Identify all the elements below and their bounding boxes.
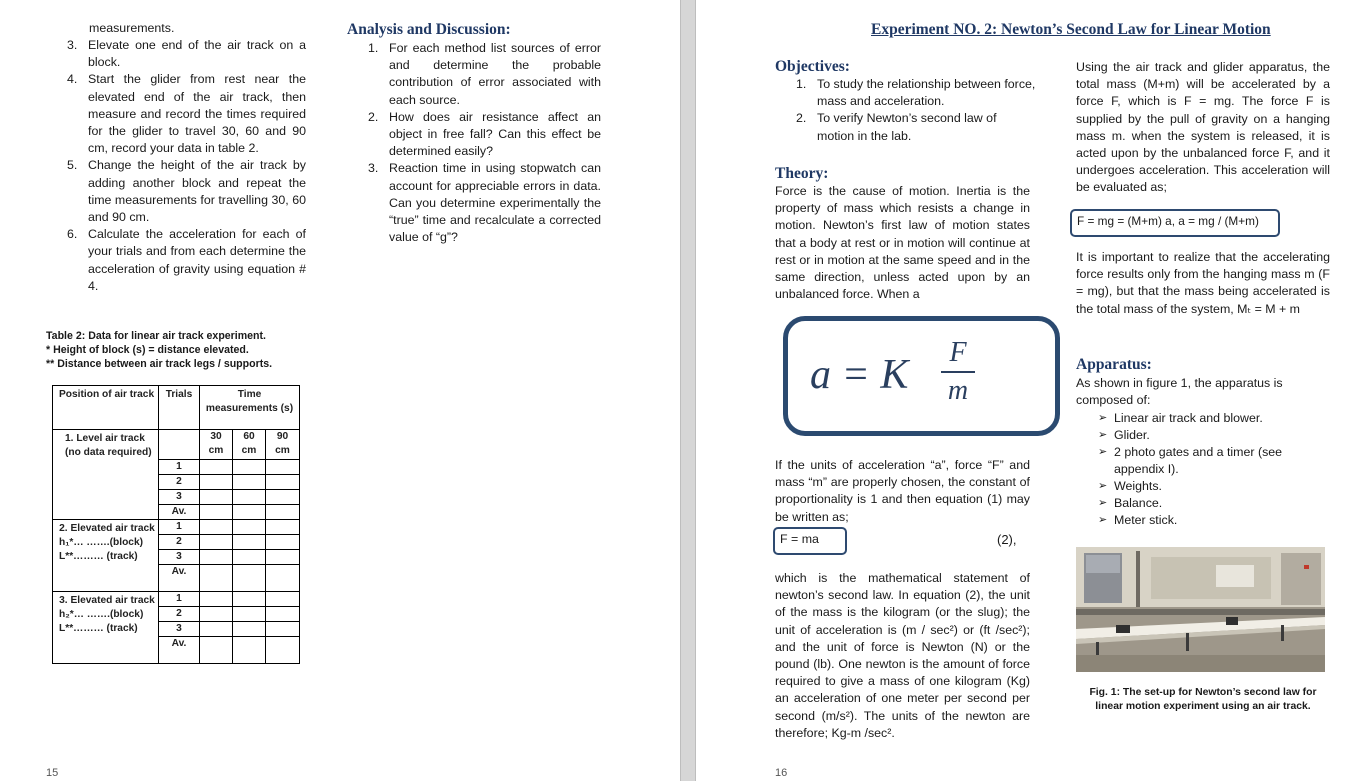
apparatus-item: ➢ Balance. — [1094, 495, 1312, 512]
table-caption-title: Table 2: Data for linear air track experiment. — [46, 330, 267, 342]
objectives-list — [796, 76, 1036, 145]
equation-acceleration: F = mg = (M+m) a, a = mg / (M+m) — [1070, 209, 1280, 237]
experiment-title: Experiment NO. 2: Newton’s Second Law for Linear Motion — [871, 21, 1271, 38]
equation-denominator: m — [947, 375, 969, 406]
apparatus-photo — [1076, 547, 1325, 672]
trial-number: 1 — [159, 592, 200, 607]
group-elevated-1-label: 2. Elevated air track h₁*… …….(block) L**……… (track) — [53, 520, 159, 592]
equation-fraction — [938, 337, 978, 407]
procedure-step: 6. Calculate the acceleration for each of your trials and from each determine the acceleration of gravity using equation # 4. — [67, 227, 306, 293]
group-level-label: 1. Level air track (no data required) — [53, 430, 159, 520]
table-cell — [159, 430, 200, 460]
page-gutter — [680, 0, 696, 781]
trial-number: 3 — [159, 622, 200, 637]
procedure-step: 5. Change the height of the air track by adding another block and repeat the time measurements for travelling 30, 60 and 90 cm. — [67, 158, 306, 225]
procedure-steps — [67, 37, 306, 295]
block-height-field: h₂*… …….(block) — [59, 609, 144, 620]
equation-fma: F = ma — [773, 527, 847, 555]
trial-number: 1 — [159, 460, 200, 475]
air-track-lab-photo — [1076, 547, 1325, 672]
analysis-list — [368, 40, 601, 246]
theory-paragraph-1: Force is the cause of motion. Inertia is the property of mass which resists a change in motion. Newton’s first law of motion states that a body at rest or in motion will continue at rest or in motion at the same speed and in the same direction, unless acted upon by an unbalanced force. When a — [775, 184, 1030, 302]
apparatus-list — [1094, 410, 1312, 529]
equation-lhs: a = K — [810, 352, 909, 398]
track-length-field: L**……… (track) — [59, 623, 138, 634]
equation-numerator: F — [949, 337, 967, 368]
group-elevated-2-label: 3. Elevated air track h₂*… …….(block) L**……… (track) — [53, 592, 159, 664]
apparatus-item: ➢ Meter stick. — [1094, 512, 1312, 529]
trial-number: 3 — [159, 490, 200, 505]
header-position: Position of air track — [53, 386, 159, 430]
page-number: 15 — [46, 767, 59, 779]
apparatus-item: ➢ 2 photo gates and a timer (see appendix I). — [1094, 444, 1312, 478]
trial-number: 3 — [159, 550, 200, 565]
table-caption-note: * Height of block (s) = distance elevated. — [46, 344, 249, 356]
header-time: Time measurements (s) — [200, 386, 300, 430]
objective-item: 2. To verify Newton’s second law of motion in the lab. — [796, 111, 997, 143]
trial-number: 2 — [159, 475, 200, 490]
trial-average: Av. — [159, 565, 200, 592]
procedure-step: 4. Start the glider from rest near the elevated end of the air track, then measure and record the times required for the glider to travel 30, 60 and 90 cm, record your data in table 2. — [67, 72, 306, 156]
column2-paragraph-2: It is important to realize that the accelerating force results only from the hanging mass m (F = mg), but that the mass being accelerated is the total mass of the system, Mₜ = M + m — [1076, 250, 1330, 316]
table-caption — [46, 329, 272, 371]
objective-item: 1. To study the relationship between force, mass and acceleration. — [796, 77, 1036, 109]
apparatus-item: ➢ Glider. — [1094, 427, 1312, 444]
column2-paragraph-1: Using the air track and glider apparatus, the total mass (M+m) will be accelerated by a force F, which is F = mg. The force F is supplied by the pull of gravity on a hanging mass m. when the system is released, it is acted upon by the unbalanced force F, and it undergoes acceleration. This acceleration will be evaluated as; — [1076, 60, 1330, 195]
trial-average: Av. — [159, 637, 200, 664]
analysis-heading: Analysis and Discussion: — [347, 21, 511, 38]
distance-header: 90 cm — [266, 430, 300, 460]
distance-header: 30 cm — [200, 430, 233, 460]
equation-number: (2), — [997, 532, 1017, 547]
left-page — [0, 0, 680, 781]
figure-caption: Fig. 1: The set-up for Newton’s second law for linear motion experiment using an air track. — [1089, 687, 1317, 712]
analysis-item: 2. How does air resistance affect an object in free fall? Can this effect be determined easily? — [368, 109, 601, 159]
trial-number: 2 — [159, 607, 200, 622]
page-number: 16 — [775, 767, 788, 779]
theory-paragraph-2: If the units of acceleration “a”, force “F” and mass “m” are properly chosen, the constant of proportionality is 1 and then equation (1) may be written as; — [775, 458, 1030, 524]
apparatus-item: ➢ Weights. — [1094, 478, 1312, 495]
trial-number: 2 — [159, 535, 200, 550]
proportionality-equation — [783, 316, 1060, 436]
block-height-field: h₁*… …….(block) — [59, 537, 144, 548]
header-trials: Trials — [159, 386, 200, 430]
trial-number: 1 — [159, 520, 200, 535]
objectives-heading: Objectives: — [775, 58, 850, 75]
procedure-step: 3. Elevate one end of the air track on a block. — [67, 38, 306, 70]
theory-paragraph-3: which is the mathematical statement of newton’s second law. In equation (2), the unit of the mass is the kilogram (or the slug); the unit of acceleration is (m / sec²) or (ft /sec²); and the unit of force is Newton (N) or the pound (lb). One newton is the amount of force required to give a mass of one kilogram (Kg) an acceleration of one meter per second per second (m/s²). The units of the newton are therefore; Kg-m /sec². — [775, 571, 1030, 740]
theory-heading: Theory: — [775, 165, 829, 182]
distance-header: 60 cm — [233, 430, 266, 460]
continued-text: measurements. — [89, 21, 175, 35]
apparatus-item: ➢ Linear air track and blower. — [1094, 410, 1312, 427]
data-table — [52, 385, 300, 664]
apparatus-heading: Apparatus: — [1076, 356, 1152, 373]
apparatus-intro: As shown in figure 1, the apparatus is composed of: — [1076, 376, 1283, 408]
analysis-item: 3. Reaction time in using stopwatch can account for appreciable errors in data. Can you determine experimentally the “true” time and recalculate a corrected value of “g”? — [368, 161, 601, 245]
track-length-field: L**……… (track) — [59, 551, 138, 562]
trial-average: Av. — [159, 505, 200, 520]
analysis-item: 1. For each method list sources of error and determine the probable contribution of error associated with each source. — [368, 41, 601, 107]
table-caption-note: ** Distance between air track legs / supports. — [46, 358, 273, 370]
